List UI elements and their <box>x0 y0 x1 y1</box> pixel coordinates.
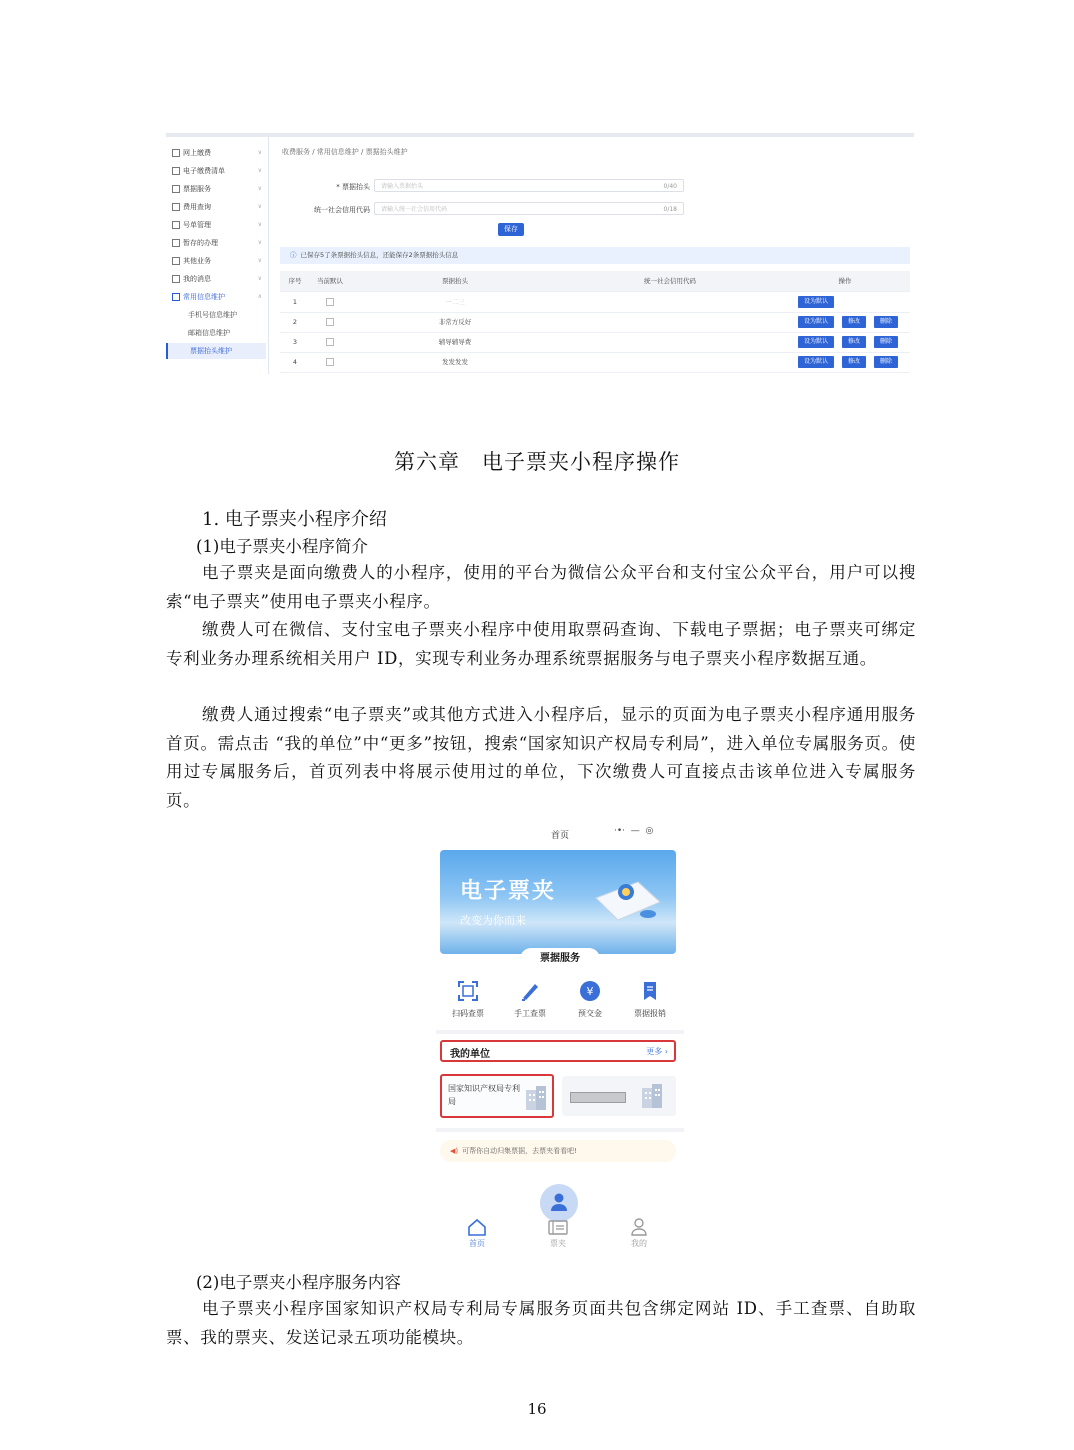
cell-default <box>310 312 350 332</box>
admin-screenshot <box>166 133 914 374</box>
paragraph-4: 电子票夹小程序国家知识产权局专利局专属服务页面共包含绑定网站 ID、手工查票、自助取票、我的票夹、发送记录五项功能模块。 <box>166 1299 916 1347</box>
save-button[interactable]: 保存 <box>498 223 524 236</box>
menu-icon <box>172 275 180 283</box>
cell-no: 2 <box>292 318 298 326</box>
bill-title-placeholder: 请输入票据抬头 <box>381 183 424 190</box>
menu-icon <box>172 149 180 157</box>
subsection-heading: (1)电子票夹小程序简介 <box>196 537 368 556</box>
tab-mine[interactable] <box>614 1218 664 1249</box>
table-header <box>280 271 910 292</box>
chevron-down-icon: ∨ <box>257 185 262 192</box>
cell-no: 3 <box>292 338 298 346</box>
delete-button[interactable]: 删除 <box>874 336 898 348</box>
avatar-float-button[interactable] <box>540 1184 578 1222</box>
edit-button[interactable]: 修改 <box>842 316 866 328</box>
redacted-name-bar <box>570 1092 626 1103</box>
chevron-down-icon: ∨ <box>257 203 262 210</box>
bill-title-input[interactable] <box>374 179 684 192</box>
page-number: 16 <box>527 1400 547 1418</box>
set-default-button[interactable]: 设为默认 <box>798 356 834 368</box>
menu-icon <box>172 257 180 265</box>
miniprogram-screenshot <box>436 822 684 1256</box>
menu-icon <box>172 221 180 229</box>
cell-no: 4 <box>292 358 298 366</box>
my-unit-title: 我的单位 <box>450 1049 490 1060</box>
more-button[interactable] <box>646 1046 668 1057</box>
menu-icon <box>172 167 180 175</box>
tab-label: 我的 <box>631 1239 647 1248</box>
credit-code-placeholder: 请输入统一社会信用代码 <box>381 206 448 213</box>
banner-title: 电子票夹 <box>460 879 557 904</box>
chevron-right-icon: › <box>662 1047 668 1056</box>
sidebar-item-bill-service[interactable]: 票据服务 ∨ <box>172 181 266 197</box>
credit-code-count: 0/18 <box>663 206 677 213</box>
pen-icon <box>519 980 541 1002</box>
service-reimburse[interactable] <box>620 980 680 1019</box>
service-label: 手工查票 <box>514 1009 546 1018</box>
sidebar-item-order-manage[interactable]: 号单管理 ∨ <box>172 217 266 233</box>
service-label: 扫码查票 <box>452 1009 484 1018</box>
table-row <box>280 332 910 353</box>
notice-text: 可帮你自动归集票据，去票夹看看吧! <box>462 1147 577 1155</box>
header-default: 当前默认 <box>317 277 343 285</box>
unit-card-redacted[interactable] <box>562 1076 676 1116</box>
info-text: 已保存5了条票据抬头信息，还能保存2条票据抬头信息 <box>300 251 459 259</box>
bill-title-count: 0/40 <box>663 183 677 190</box>
cell-default <box>310 352 350 372</box>
credit-code-label: 统一社会信用代码 <box>314 206 370 214</box>
paragraph-1: 电子票夹是面向缴费人的小程序，使用的平台为微信公众平台和支付宝公众平台，用户可以搜索“电子票夹”使用电子票夹小程序。 <box>166 563 916 611</box>
building-icon <box>524 1084 548 1110</box>
set-default-button[interactable]: 设为默认 <box>798 316 834 328</box>
sidebar-item-messages[interactable]: 我的消息 ∨ <box>172 271 266 287</box>
service-label: 票据报销 <box>634 1009 666 1018</box>
cell-title: 非常方反好 <box>438 318 472 326</box>
ticket-icon <box>547 1218 569 1236</box>
unit-name: 国家知识产权局专利局 <box>448 1084 520 1106</box>
cell-title: 一二三 <box>445 298 465 306</box>
more-label: 更多 <box>646 1047 663 1056</box>
cell-code <box>560 312 780 332</box>
paragraph-2: 缴费人可在微信、支付宝电子票夹小程序中使用取票码查询、下载电子票据；电子票夹可绑定专利业务办理系统相关用户 ID，实现专利业务办理系统票据服务与电子票夹小程序数据互通。 <box>166 620 916 668</box>
close-target-icon[interactable]: ◎ <box>645 826 654 836</box>
chevron-down-icon: ∨ <box>257 257 262 264</box>
user-icon <box>549 1192 569 1212</box>
header-actions: 操作 <box>838 277 852 285</box>
home-icon <box>467 1218 487 1236</box>
speaker-icon: ◀) <box>450 1147 459 1155</box>
cell-code <box>560 292 780 312</box>
chevron-down-icon: ∨ <box>257 275 262 282</box>
capsule-menu[interactable] <box>614 826 676 840</box>
table-row <box>280 312 910 333</box>
page-title: 首页 <box>550 831 569 841</box>
sidebar-item-other[interactable]: 其他业务 ∨ <box>172 253 266 269</box>
sidebar <box>166 137 269 374</box>
cell-code <box>560 332 780 352</box>
header-code: 统一社会信用代码 <box>644 277 696 285</box>
cell-code <box>560 352 780 372</box>
cell-title: 辅导辅导费 <box>438 338 472 346</box>
banner-subtitle: 改变为你而来 <box>460 914 526 927</box>
chevron-down-icon: ∨ <box>257 167 262 174</box>
chevron-down-icon: ∨ <box>257 221 262 228</box>
set-default-button[interactable]: 设为默认 <box>798 296 834 308</box>
header-no: 序号 <box>288 277 302 285</box>
sidebar-item-payment-list[interactable]: 电子缴费清单 ∨ <box>172 163 266 179</box>
chapter-title: 第六章 电子票夹小程序操作 <box>394 450 680 474</box>
service-manual[interactable] <box>500 980 560 1019</box>
ticket-illustration-icon <box>590 868 666 928</box>
divider <box>436 1128 684 1132</box>
my-unit-header <box>440 1040 676 1062</box>
section-heading: 1. 电子票夹小程序介绍 <box>202 509 387 530</box>
cell-title: 发发发发 <box>442 358 468 366</box>
bill-title-label: * 票据抬头 <box>336 183 370 191</box>
chevron-down-icon: ∨ <box>257 149 262 156</box>
banner <box>440 850 676 954</box>
svg-text:¥: ¥ <box>586 985 594 998</box>
service-scan[interactable] <box>438 980 498 1019</box>
cell-no: 1 <box>292 298 298 306</box>
delete-button[interactable]: 删除 <box>874 316 898 328</box>
menu-icon <box>172 203 180 211</box>
cell-default <box>310 292 350 312</box>
sidebar-item-online-payment[interactable]: 网上缴费 ∨ <box>172 145 266 161</box>
paragraph-3: 缴费人通过搜索“电子票夹”或其他方式进入小程序后，显示的页面为电子票夹小程序通用服务首页。需点击 “我的单位”中“更多”按钮，搜索“国家知识产权局专利局”，进入单位专属服务页。使用过专属服务后，首页列表中将展示使用过的单位，下次缴费人可直接点击该单位进入专属服务页。 <box>166 705 916 810</box>
default-checkbox[interactable] <box>326 298 334 306</box>
building-icon <box>640 1082 664 1108</box>
sidebar-subitem-phone[interactable]: 手机号信息维护 <box>188 311 237 319</box>
default-checkbox[interactable] <box>326 318 334 326</box>
default-checkbox[interactable] <box>326 338 334 346</box>
sidebar-item-info-maintenance[interactable]: 常用信息维护 ∧ <box>172 289 266 305</box>
bookmark-icon <box>639 980 661 1002</box>
edit-button[interactable]: 修改 <box>842 356 866 368</box>
yen-icon <box>579 980 601 1002</box>
notice-bar[interactable] <box>440 1140 676 1162</box>
set-default-button[interactable]: 设为默认 <box>798 336 834 348</box>
chevron-up-icon: ∧ <box>257 293 262 300</box>
info-icon: ⓘ <box>290 251 297 259</box>
minimize-icon[interactable]: — <box>630 826 640 836</box>
scan-icon <box>457 980 479 1002</box>
default-checkbox[interactable] <box>326 358 334 366</box>
tab-label: 首页 <box>469 1239 485 1248</box>
unit-card-cnipa[interactable] <box>440 1074 554 1118</box>
service-prepay[interactable] <box>560 980 620 1019</box>
tab-wallet[interactable] <box>533 1218 583 1249</box>
menu-icon <box>172 239 180 247</box>
tab-label: 票夹 <box>550 1239 566 1248</box>
credit-code-input[interactable] <box>374 202 684 215</box>
divider <box>436 1030 684 1034</box>
tab-home[interactable] <box>452 1218 502 1249</box>
service-label: 预交金 <box>578 1009 602 1018</box>
subsection-heading: (2)电子票夹小程序服务内容 <box>196 1273 401 1292</box>
menu-icon <box>172 293 180 301</box>
cell-default <box>310 332 350 352</box>
delete-button[interactable]: 删除 <box>874 356 898 368</box>
menu-icon <box>172 185 180 193</box>
more-dots-icon[interactable]: ·•· <box>614 826 626 836</box>
table-row <box>280 352 910 373</box>
chevron-down-icon: ∨ <box>257 239 262 246</box>
sidebar-item-drafts[interactable]: 暂存的办理 ∨ <box>172 235 266 251</box>
table-row <box>280 292 910 313</box>
section-title: 票据服务 <box>520 948 600 970</box>
sidebar-subitem-email[interactable]: 邮箱信息维护 <box>188 329 230 337</box>
info-bar <box>280 247 910 264</box>
sidebar-item-fee-query[interactable]: 费用查询 ∨ <box>172 199 266 215</box>
edit-button[interactable]: 修改 <box>842 336 866 348</box>
sidebar-subitem-bill-title[interactable]: 票据抬头维护 <box>166 343 266 359</box>
person-icon <box>629 1218 649 1236</box>
breadcrumb: 收费服务 / 常用信息维护 / 票据抬头维护 <box>282 148 408 156</box>
header-title: 票据抬头 <box>442 277 468 285</box>
